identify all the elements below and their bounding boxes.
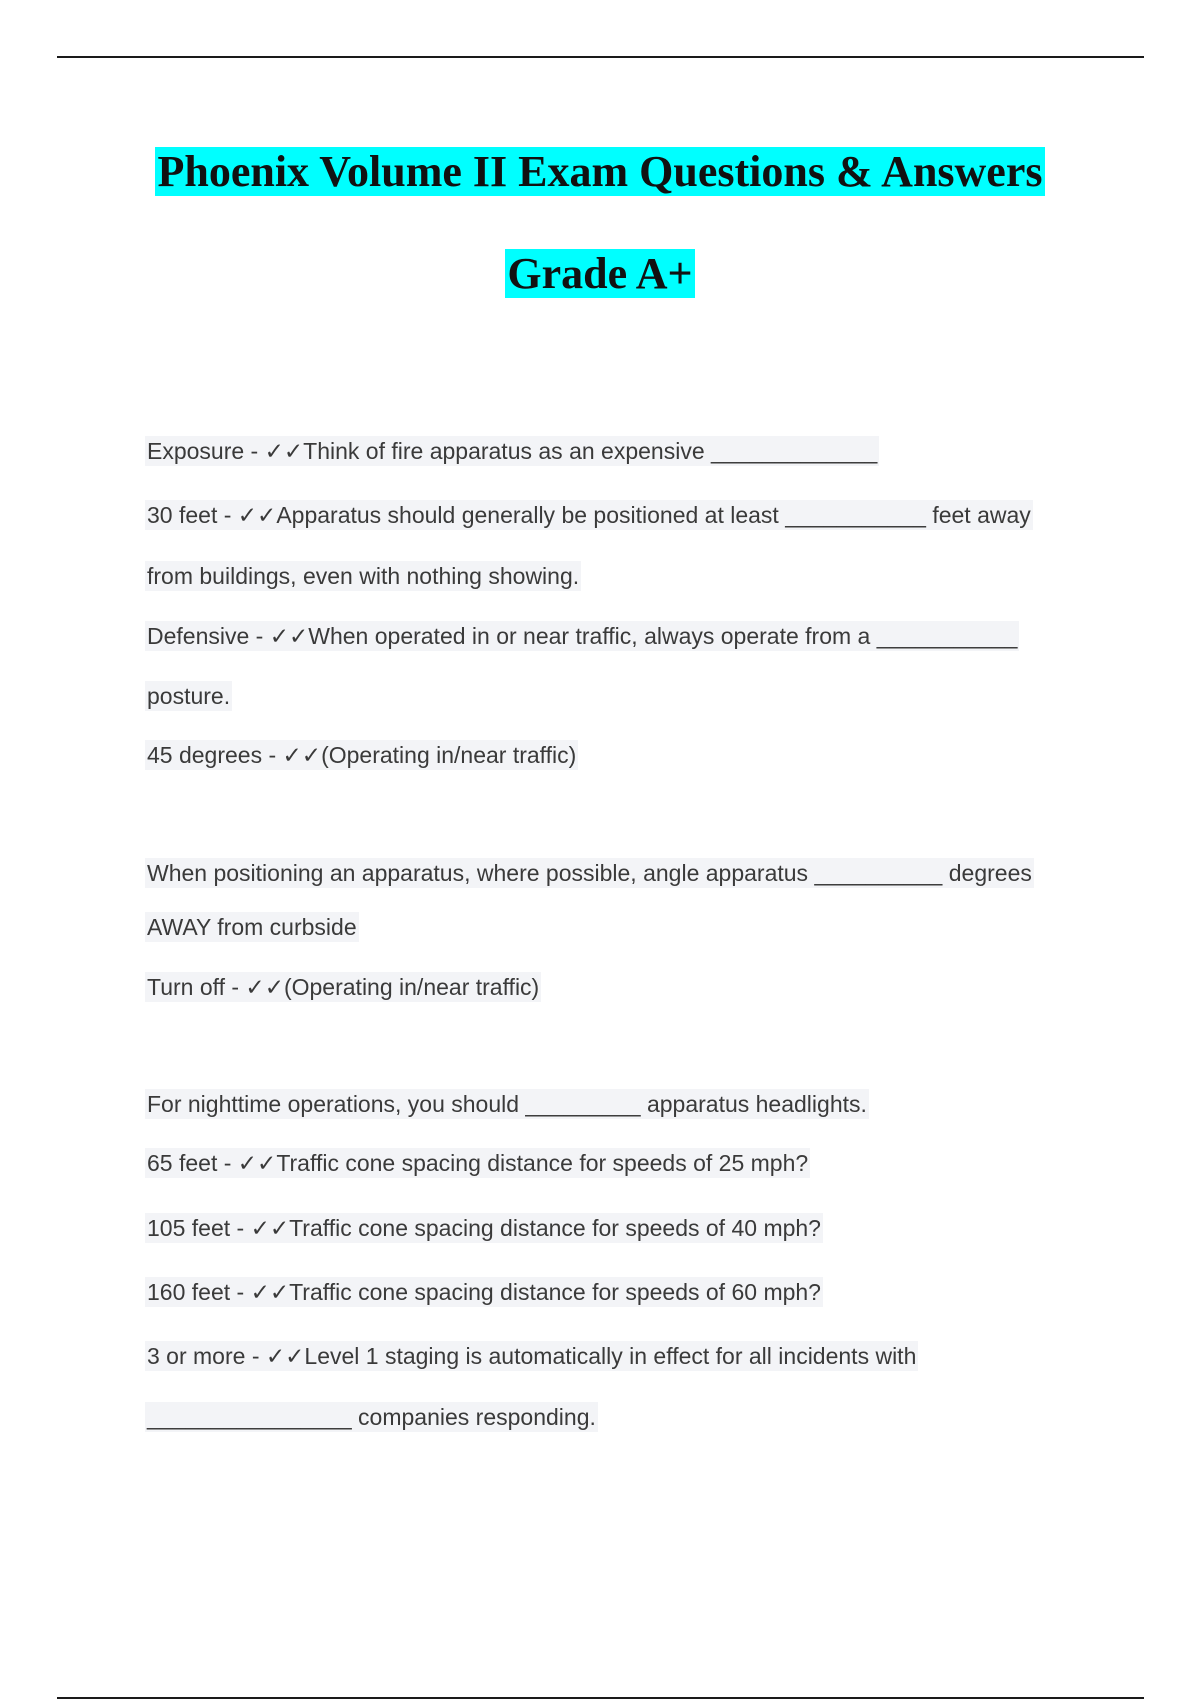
qa-line: 105 feet - ✓✓Traffic cone spacing distance for speeds of 40 mph? [147,1215,821,1241]
document-title-line1: Phoenix Volume II Exam Questions & Answers [157,147,1043,196]
document-title-line2: Grade A+ [507,249,693,298]
qa-line: 30 feet - ✓✓Apparatus should generally be positioned at least ___________ feet away [147,502,1031,528]
qa-line: Turn off - ✓✓(Operating in/near traffic) [147,974,540,1000]
qa-line: 3 or more - ✓✓Level 1 staging is automatically in effect for all incidents with [147,1343,917,1369]
qa-line: 65 feet - ✓✓Traffic cone spacing distance for speeds of 25 mph? [147,1150,809,1176]
document-subtitle [0,248,1200,300]
qa-line: from buildings, even with nothing showing. [147,563,580,589]
qa-line: Defensive - ✓✓When operated in or near traffic, always operate from a ___________ [147,623,1018,649]
document-title [0,146,1200,198]
qa-line: When positioning an apparatus, where possible, angle apparatus __________ degrees [147,860,1032,886]
qa-line: posture. [147,683,231,709]
qa-line: 160 feet - ✓✓Traffic cone spacing distance for speeds of 60 mph? [147,1279,821,1305]
qa-line: Exposure - ✓✓Think of fire apparatus as an expensive _____________ [147,438,878,464]
footer-rule [57,1697,1144,1699]
qa-line: ________________ companies responding. [147,1404,596,1430]
qa-line: For nighttime operations, you should _________ apparatus headlights. [147,1091,867,1117]
qa-line: AWAY from curbside [147,914,357,940]
qa-line: 45 degrees - ✓✓(Operating in/near traffic) [147,742,577,768]
header-rule [57,56,1144,58]
